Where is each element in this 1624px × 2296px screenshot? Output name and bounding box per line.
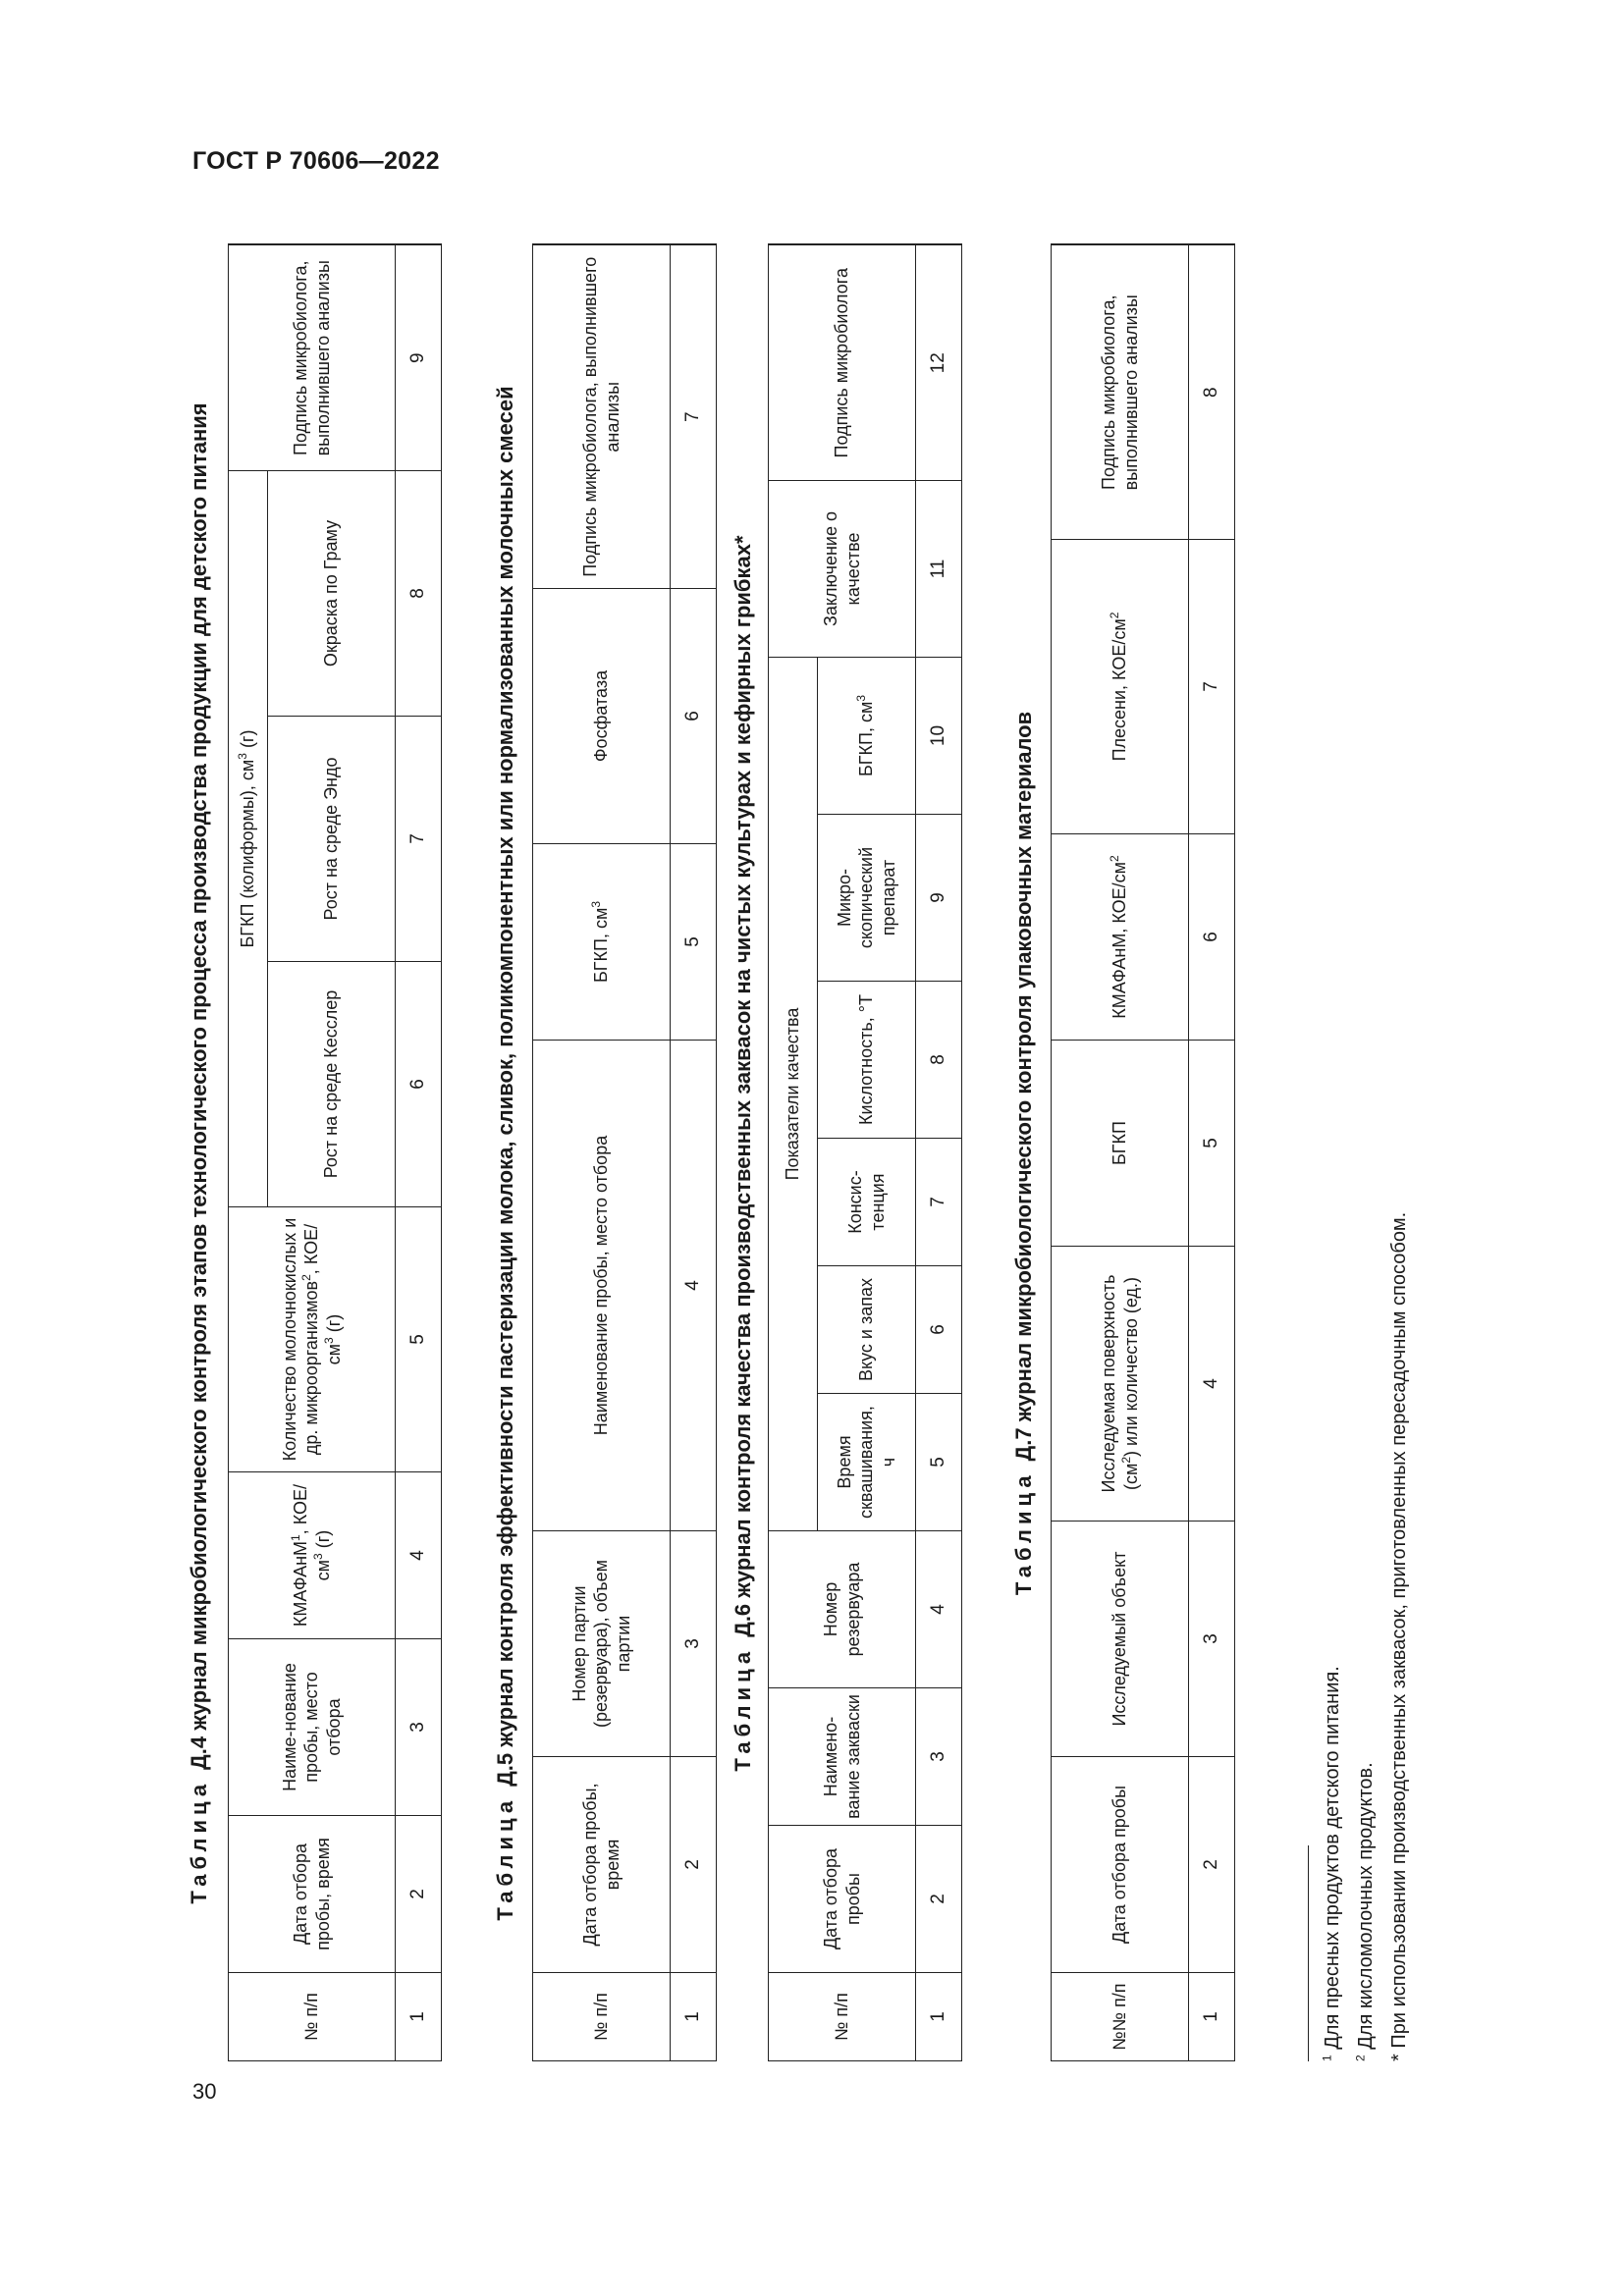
d7-num-1: 1 [1189, 1973, 1235, 2061]
d4-header-date: Дата отбора пробы, время [229, 1816, 396, 1973]
footnote-separator [1308, 1845, 1309, 2061]
d4-header-gram: Окраска по Граму [268, 470, 396, 716]
d5-header-name: Наименование пробы, место отбора [533, 1041, 671, 1531]
d4-header-kmafanm: КМАФАнМ$^1$, КОЕ/$см^3$ (г) [229, 1472, 396, 1639]
d4-header-endo: Рост на среде Эндо [268, 717, 396, 962]
footnote-3: * При использовании производственных заквасок, приготовленных пересадочным способом. [1388, 1211, 1410, 2061]
d4-num-5: 5 [396, 1207, 442, 1472]
d6-num-2: 2 [916, 1826, 962, 1973]
d4-num-7: 7 [396, 717, 442, 962]
d7-header-no: №№ п/п [1052, 1973, 1189, 2061]
d5-number-row [671, 245, 717, 2061]
d7-header-date: Дата отбора пробы [1052, 1757, 1189, 1973]
landscape-content [187, 245, 1522, 2061]
d6-num-11: 11 [916, 481, 962, 658]
d6-header-acidity: Кислотность, °Т [818, 982, 916, 1139]
d4-header-kessler: Рост на среде Кесслер [268, 962, 396, 1207]
d7-num-8: 8 [1189, 245, 1235, 540]
table-d6-caption [731, 245, 756, 2061]
table-d4 [228, 243, 442, 2061]
table-d6-label: Таблица [731, 1646, 755, 1772]
d5-num-6: 6 [671, 589, 717, 844]
table-d4-label: Таблица [187, 1779, 211, 1904]
d7-num-4: 4 [1189, 1247, 1235, 1522]
d6-header-taste: Вкус и запах [818, 1266, 916, 1394]
table-d5 [532, 244, 717, 2062]
table-d4-title: Д.4 журнал микробиологического контроля этапов технологического процесса производства продукции для детского питания [187, 402, 211, 1770]
d5-num-2: 2 [671, 1757, 717, 1973]
d6-num-4: 4 [916, 1531, 962, 1688]
table-d5-title: Д.5 журнал контроля эффективности пастеризации молока, сливок, поликомпонентных или нормализованных молочных смесей [493, 386, 517, 1787]
d7-header-molds: Плесени, КОЕ/$см^2$ [1052, 540, 1189, 834]
page-header: ГОСТ Р 70606—2022 [192, 147, 440, 175]
d5-header-bgkp: БГКП, $см^3$ [533, 844, 671, 1041]
d5-num-5: 5 [671, 844, 717, 1041]
d6-num-10: 10 [916, 658, 962, 815]
d6-num-5: 5 [916, 1394, 962, 1531]
d4-num-2: 2 [396, 1816, 442, 1973]
d5-num-7: 7 [671, 245, 717, 589]
d7-header-object: Исследуемый объект [1052, 1522, 1189, 1757]
d6-header-date: Дата отбора пробы [769, 1826, 916, 1973]
footnote-2: $^2$ Для кисломолочных продуктов. [1353, 1762, 1377, 2061]
d4-num-1: 1 [396, 1973, 442, 2061]
table-d6 [768, 244, 962, 2062]
d5-num-3: 3 [671, 1531, 717, 1757]
table-d7-title: Д.7 журнал микробиологического контроля упаковочных материалов [1011, 711, 1036, 1462]
d4-num-8: 8 [396, 470, 442, 716]
d6-header-micro: Микро-скопический препарат [818, 815, 916, 982]
d5-header-date: Дата отбора пробы, время [533, 1757, 671, 1973]
d5-num-1: 1 [671, 1973, 717, 2061]
d6-num-3: 3 [916, 1688, 962, 1826]
d5-num-4: 4 [671, 1041, 717, 1531]
page-number: 30 [192, 2079, 217, 2104]
d6-header-quality-group: Показатели качества [769, 658, 818, 1531]
d6-num-6: 6 [916, 1266, 962, 1394]
table-d6-title: Д.6 журнал контроля качества производственных заквасок на чистых культурах и кефирных грибках* [731, 535, 755, 1637]
d4-header-name: Наиме-нование пробы, место отбора [229, 1639, 396, 1816]
d4-number-row [396, 244, 442, 2060]
d6-num-7: 7 [916, 1139, 962, 1266]
d6-header-tank: Номер резервуара [769, 1531, 916, 1688]
d4-num-9: 9 [396, 244, 442, 470]
d6-header-consistency: Консис-тенция [818, 1139, 916, 1266]
d5-header-batch: Номер партии (резервуара), объем партии [533, 1531, 671, 1757]
table-d7-label: Таблица [1011, 1470, 1036, 1596]
d6-number-row [916, 245, 962, 2061]
d5-header-no: № п/п [533, 1973, 671, 2061]
d4-num-6: 6 [396, 962, 442, 1207]
d6-header-signature: Подпись микробиолога [769, 245, 916, 481]
d4-num-3: 3 [396, 1639, 442, 1816]
d4-header-lactic: Количество молочнокислых и др. микроорганизмов$^2$, КОЕ/$см^3$ (г) [229, 1207, 396, 1472]
d5-header-signature: Подпись микробиолога, выполнившего анализы [533, 245, 671, 589]
d7-num-3: 3 [1189, 1522, 1235, 1757]
d5-header-phosphatase: Фосфатаза [533, 589, 671, 844]
table-d4-caption [187, 245, 212, 2061]
d6-header-conclusion: Заключение о качестве [769, 481, 916, 658]
table-d7-caption [1011, 245, 1037, 2061]
d7-num-2: 2 [1189, 1757, 1235, 1973]
d7-num-7: 7 [1189, 540, 1235, 834]
d4-header-no: № п/п [229, 1973, 396, 2061]
d6-num-9: 9 [916, 815, 962, 982]
footnote-1: $^1$ Для пресных продуктов детского питания. [1320, 1666, 1343, 2061]
d6-header-time: Время сквашивания, ч [818, 1394, 916, 1531]
d7-header-kmafanm: КМАФАнМ, КОЕ/$см^2$ [1052, 834, 1189, 1041]
d6-header-no: № п/п [769, 1973, 916, 2061]
d7-header-surface: Исследуемая поверхность $(см^2)$ или количество (ед.) [1052, 1247, 1189, 1522]
d6-num-12: 12 [916, 245, 962, 481]
d4-header-signature: Подпись микробиолога, выполнившего анализы [229, 244, 396, 470]
d6-header-starter: Наимено-вание закваски [769, 1688, 916, 1826]
d7-number-row [1189, 245, 1235, 2061]
table-d5-caption [493, 245, 518, 2061]
table-d7 [1051, 244, 1235, 2062]
d7-num-5: 5 [1189, 1041, 1235, 1247]
d6-header-bgkp: БГКП, $см^3$ [818, 658, 916, 815]
table-d5-label: Таблица [493, 1795, 517, 1921]
d4-header-bgkp-group: БГКП (колиформы), $см^3$ (г) [229, 470, 268, 1206]
d7-header-signature: Подпись микробиолога, выполнившего анализы [1052, 245, 1189, 540]
d7-num-6: 6 [1189, 834, 1235, 1041]
footnotes [1316, 245, 1416, 2061]
d4-num-4: 4 [396, 1472, 442, 1639]
d7-header-bgkp: БГКП [1052, 1041, 1189, 1247]
d6-num-8: 8 [916, 982, 962, 1139]
d6-num-1: 1 [916, 1973, 962, 2061]
